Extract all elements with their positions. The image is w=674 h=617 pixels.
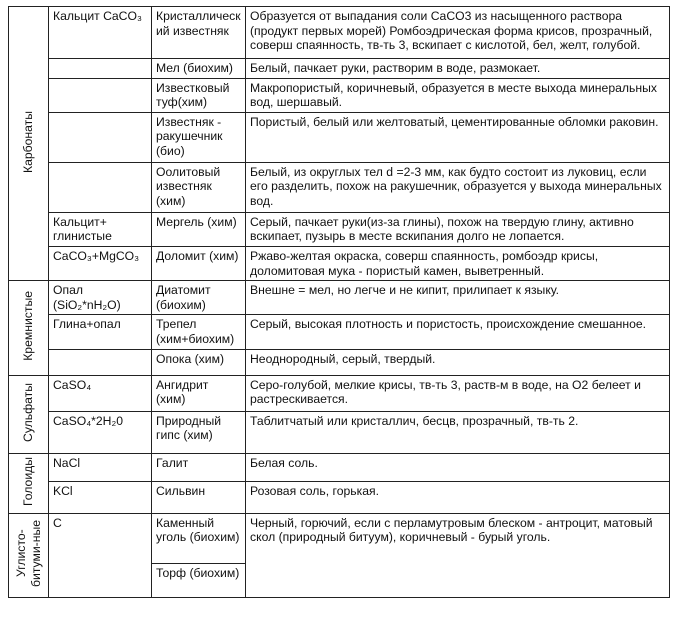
description-cell: Серый, высокая плотность и пористость, происхождение смешанное.: [246, 315, 670, 349]
description-cell: Розовая соль, горькая.: [246, 481, 670, 513]
rock-name-cell: Мел (биохим): [152, 59, 246, 79]
composition-cell: [49, 349, 152, 375]
table-row: [9, 212, 670, 246]
composition-cell: [49, 78, 152, 112]
table-row: [9, 112, 670, 162]
table-row: [9, 375, 670, 411]
table-row: [9, 7, 670, 59]
table-row: [9, 246, 670, 280]
rock-name-cell: Ангидрит (хим): [152, 375, 246, 411]
group-label: Кремнистые: [21, 291, 35, 361]
table-row: [9, 59, 670, 79]
table-row: [9, 78, 670, 112]
rock-name-cell: Мергель (хим): [152, 212, 246, 246]
description-cell: Черный, горючий, если с перламутровым блеском - антроцит, матовый скол (природный битуум), коричневый - бурый уголь.: [246, 513, 670, 597]
composition-cell: Кальцит+ глинистые: [49, 212, 152, 246]
composition-cell: C: [49, 513, 152, 597]
description-cell: Белый, из округлых тел d =2-3 мм, как будто состоит из луковиц, если его разделить, похож на ракушечник, образуется у выхода минеральных вод.: [246, 162, 670, 212]
table-row: [9, 481, 670, 513]
rock-name-cell: Опока (хим): [152, 349, 246, 375]
description-cell: Образуется от выпадания соли CaCO3 из насыщенного раствора (продукт первых морей) Ромбоэдрическая форма крисов, прозрачный, соверш спаянность, тв-ть 3, вскипает с кислотой, бел, желт, голубой.: [246, 7, 670, 59]
table-row: [9, 349, 670, 375]
group-cell-carbonaceous: [9, 513, 49, 597]
group-cell-carbonates: [9, 7, 49, 281]
composition-cell: [49, 112, 152, 162]
composition-cell: [49, 59, 152, 79]
composition-cell: CaCO₃+MgCO₃: [49, 246, 152, 280]
rock-name-cell: Известковый туф(хим): [152, 78, 246, 112]
description-cell: Серый, пачкает руки(из-за глины), похож на твердую глину, активно вскипает, пузырь в месте вскипания долго не лопается.: [246, 212, 670, 246]
description-cell: Белая соль.: [246, 453, 670, 481]
group-label: Сульфаты: [21, 382, 35, 442]
description-cell: Внешне = мел, но легче и не кипит, прилипает к языку.: [246, 281, 670, 315]
table-row: [9, 315, 670, 349]
description-cell: Белый, пачкает руки, растворим в воде, размокает.: [246, 59, 670, 79]
table-row: [9, 162, 670, 212]
composition-cell: Кальцит CaCO₃: [49, 7, 152, 59]
rock-name-cell: Кристаллический известняк: [152, 7, 246, 59]
composition-cell: Глина+опал: [49, 315, 152, 349]
description-cell: Ржаво-желтая окраска, соверш спаянность, ромбоэдр крисы, доломитовая мука - пористый камен, выветренный.: [246, 246, 670, 280]
composition-cell: KCl: [49, 481, 152, 513]
table-row: [9, 281, 670, 315]
rock-name-cell: Диатомит (биохим): [152, 281, 246, 315]
table-row: [9, 513, 670, 563]
table-row: [9, 411, 670, 453]
group-cell-siliceous: [9, 281, 49, 375]
composition-cell: NaCl: [49, 453, 152, 481]
composition-cell: CaSO₄: [49, 375, 152, 411]
composition-cell: [49, 162, 152, 212]
description-cell: Макропористый, коричневый, образуется в месте выхода минеральных вод, шершавый.: [246, 78, 670, 112]
rock-name-cell: Сильвин: [152, 481, 246, 513]
rock-name-cell: Трепел (хим+биохим): [152, 315, 246, 349]
group-label: Голоиды: [21, 456, 35, 506]
composition-cell: Опал (SiO₂*nH₂O): [49, 281, 152, 315]
group-cell-sulfates: [9, 375, 49, 453]
rock-name-cell: Торф (биохим): [152, 563, 246, 597]
group-label: Углисто- битуми-ные: [13, 519, 43, 587]
composition-cell: CaSO₄*2H₂0: [49, 411, 152, 453]
group-cell-halides: [9, 453, 49, 513]
rock-name-cell: Каменный уголь (биохим): [152, 513, 246, 563]
rock-name-cell: Оолитовый известняк (хим): [152, 162, 246, 212]
rock-name-cell: Галит: [152, 453, 246, 481]
group-label: Карбонаты: [21, 110, 35, 173]
rock-name-cell: Известняк - ракушечник (био): [152, 112, 246, 162]
description-cell: Пористый, белый или желтоватый, цементированные обломки раковин.: [246, 112, 670, 162]
rock-name-cell: Природный гипс (хим): [152, 411, 246, 453]
description-cell: Серо-голубой, мелкие крисы, тв-ть 3, раств-м в воде, на O2 белеет и растрескивается.: [246, 375, 670, 411]
rock-classification-table: [8, 6, 670, 598]
table-row: [9, 453, 670, 481]
rock-name-cell: Доломит (хим): [152, 246, 246, 280]
description-cell: Таблитчатый или кристаллич, бесцв, прозрачный, тв-ть 2.: [246, 411, 670, 453]
description-cell: Неоднородный, серый, твердый.: [246, 349, 670, 375]
